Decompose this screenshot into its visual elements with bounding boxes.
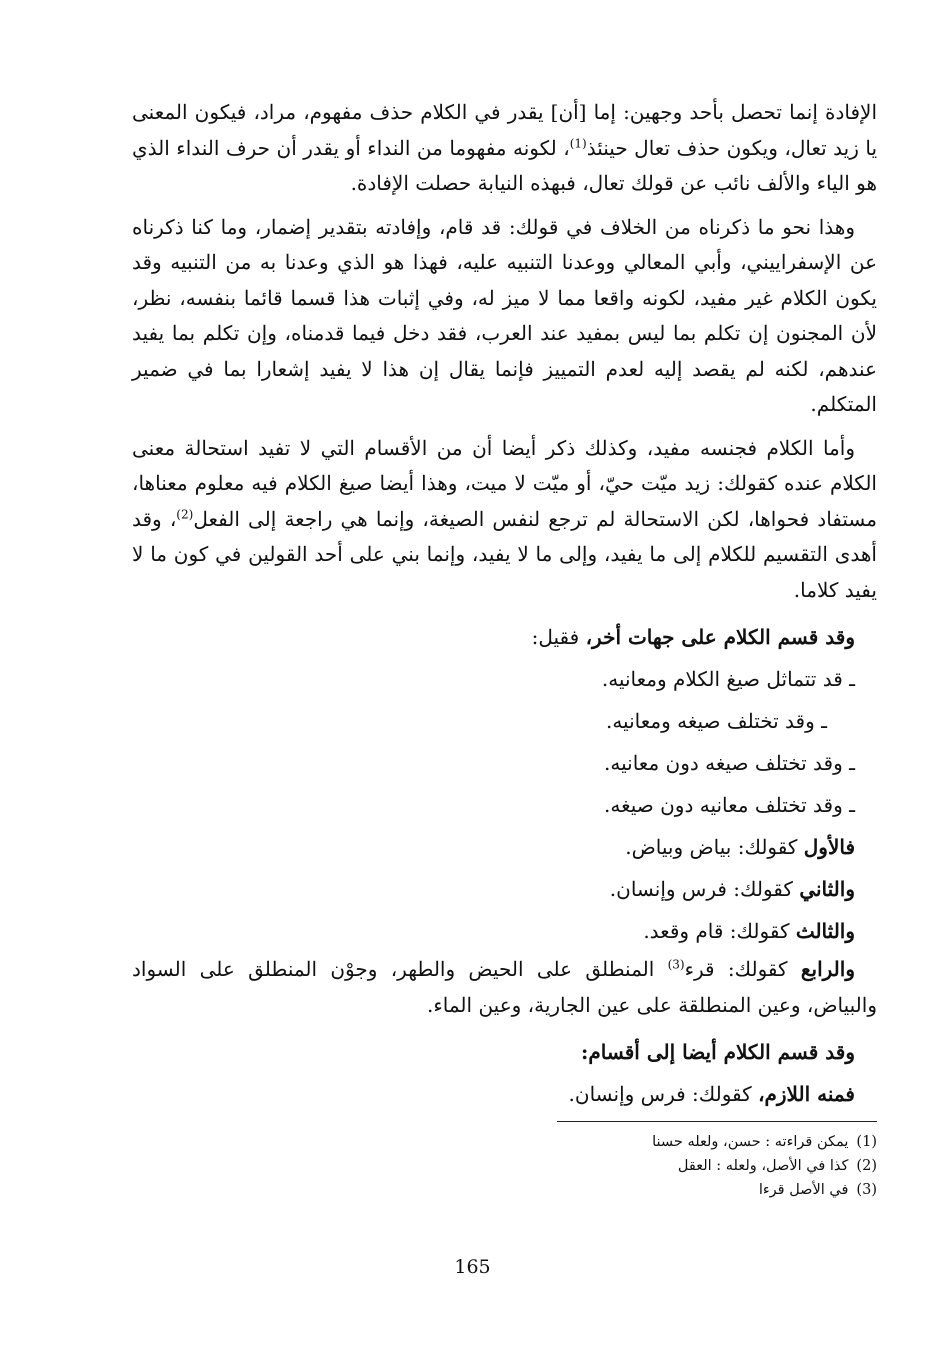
paragraph-1-text-a: الإفادة إنما تحصل بأحد وجهين: إما [أن] يقدر في الكلام حذف مفهوم، مراد، فيكون المعنى يا زيد تعال، ويكون حذف تعال حينئذ [132,100,878,160]
paragraph-3-text-a: وأما الكلام فجنسه مفيد، وكذلك ذكر أيضا أن من الأقسام التي لا تفيد استحالة معنى الكلام عنده كقولك: زيد ميّت حيّ، أو ميّت لا ميت، وهذا أيضا صيغ الكلام فيه معلوم معناها، مستفاد فحواها، لكن الاستحالة لم ترجع لنفس الصيغة، وإنما هي راجعة إلى الفعل [132,435,877,531]
footnote [547,1178,877,1202]
example-lazim [132,1073,877,1115]
page-body [132,95,877,1115]
division-heading-bold: وقد قسم الكلام على جهات أخر، [585,625,855,649]
example-second-text: كقولك: فرس وإنسان. [609,877,800,901]
paragraph-3-text-b: ، وقد أهدى التقسيم للكلام إلى ما يفيد، وإلى ما لا يفيد، وإنما بني على أحد القولين في كون ما لا يفيد كلاما. [132,506,877,602]
division-heading-2-bold: وقد قسم الكلام أيضا إلى أقسام: [581,1040,855,1064]
page-number: 165 [454,1256,491,1278]
footnote-divider [557,1121,877,1122]
paragraph-1-text-b: ، لكونه مفهوما من النداء أو يقدر أن حرف النداء الذي هو الياء والألف نائب عن قولك تعال، فبهذه النيابة حصلت الإفادة. [132,135,877,195]
example-third-text: كقولك: قام وقعد. [643,919,796,943]
footnote-text: في الأصل قرءا [758,1182,849,1198]
footnote [547,1154,877,1178]
example-first [132,826,877,868]
example-first-label: فالأول [803,835,855,859]
paragraph-1 [132,95,877,202]
division-heading-2 [132,1031,877,1073]
division-heading [132,616,877,658]
example-second [132,868,877,910]
footnote-number: (3) [856,1182,877,1198]
list-item: ـ وقد تختلف صيغه دون معانيه. [604,751,855,775]
example-second-label: والثاني [799,877,855,901]
list-item: ـ قد تتماثل صيغ الكلام ومعانيه. [601,667,855,691]
example-third-label: والثالث [795,919,855,943]
footnote-number: (2) [856,1158,877,1174]
division-heading-rest: فقيل: [531,625,586,649]
paragraph-2: وهذا نحو ما ذكرناه من الخلاف في قولك: قد قام، وإفادته بتقدير إضمار، وما كنا ذكرناه عن الإسفراييني، وأبي المعالي ووعدنا التنبيه عليه، فهذا هو الذي وعدنا به من التنبيه وقد يكون الكلام غير مفيد، لكونه واقعا مما لا ميز له، وفي إثبات هذا قسما قائما بنفسه، نظر، لأن المجنون إن تكلم بما ليس بمفيد عند العرب، فقد دخل فيما قدمناه، وإن تكلم بما يفيد عندهم، لكنه لم يقصد إليه لعدم التمييز فإنما يقال إن هذا لا يفيد إشعارا بما في ضمير المتكلم. [132,214,877,416]
example-fourth-text-b: المنطلق على الحيض والطهر، وجوْن المنطلق على السواد والبياض، وعين المنطلقة على عين الجارية، وعين الماء. [132,957,877,1017]
footnotes [547,1130,877,1202]
example-fourth [132,952,877,1023]
footnote-number: (1) [856,1134,877,1150]
example-lazim-label: فمنه اللازم، [758,1082,855,1106]
footnote-ref-1: (1) [569,135,587,150]
paragraph-3 [132,431,877,609]
example-third [132,910,877,952]
example-lazim-text: كقولك: فرس وإنسان. [568,1082,759,1106]
example-first-text: كقولك: بياض وبياض. [625,835,804,859]
footnote [547,1130,877,1154]
example-fourth-label: والرابع [800,957,855,981]
footnote-text: كذا في الأصل، ولعله : العقل [677,1158,849,1174]
list-item: ـ وقد تختلف معانيه دون صيغه. [604,793,855,817]
footnote-ref-3: (3) [667,957,685,972]
footnote-text: يمكن قراءته : حسن، ولعله حسنا [652,1134,849,1150]
footnote-ref-2: (2) [176,506,194,521]
list-item: ـ وقد تختلف صيغه ومعانيه. [605,709,827,733]
example-fourth-text-a: كقولك: قرء [684,957,801,981]
